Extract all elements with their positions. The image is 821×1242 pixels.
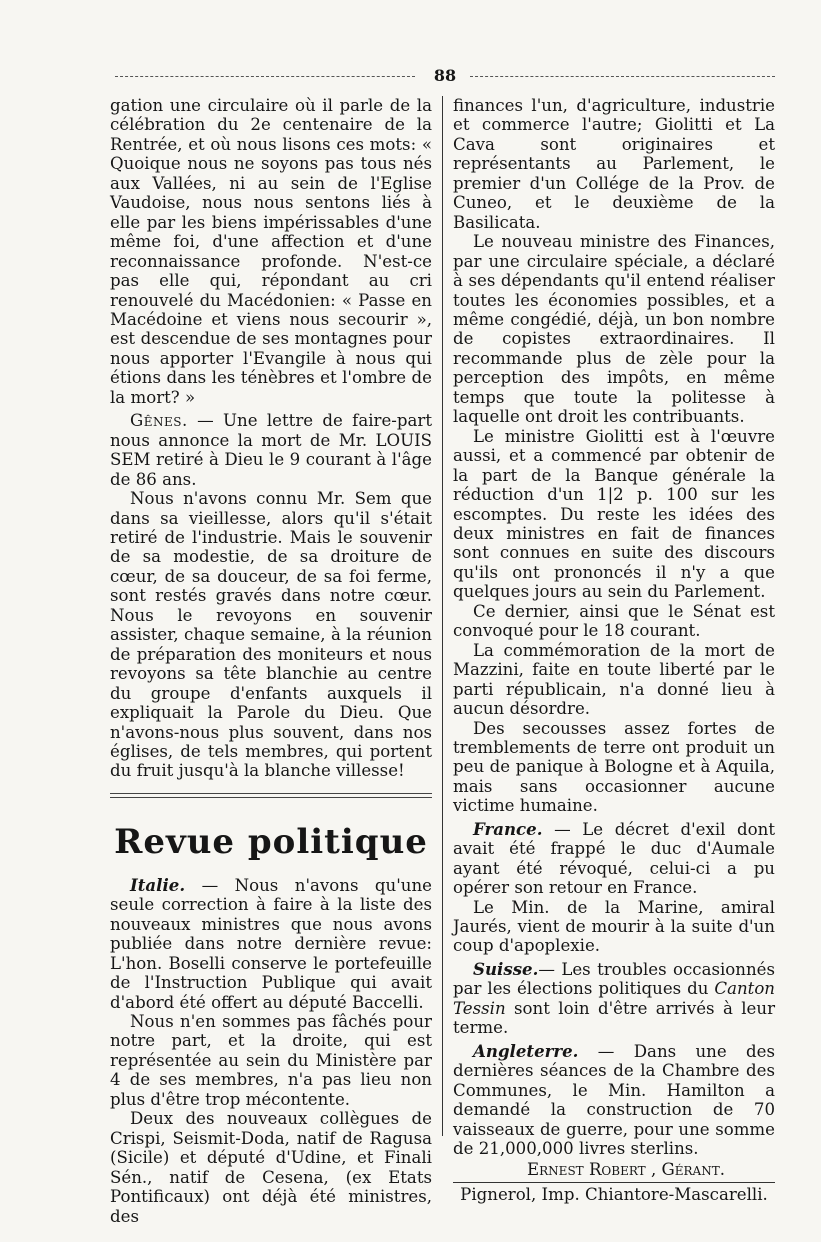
- france-paragraph: [453, 820, 775, 898]
- italie-text: — Nous n'avons qu'une seule correction à faire à la liste des nouveaux ministres que nous avons publiée dans notre dernière revue: L'hon. Boselli conserve le portefeuille de l'Instruction Publique qui avait d'abord été offert au député Baccelli.: [110, 875, 432, 1012]
- place-label-genes: Gênes.: [130, 411, 188, 431]
- place-label-suisse: Suisse.: [473, 958, 539, 979]
- header-rule-left: [115, 76, 415, 77]
- signature: Ernest Robert , Gérant.: [527, 1160, 725, 1180]
- suisse-text-end: sont loin d'être arrivés à leur terme.: [453, 998, 775, 1038]
- separator-rule: [110, 793, 432, 794]
- paragraph: La commémoration de la mort de Mazzini, faite en toute liberté par le parti républicain, n'a donné lieu à aucun désordre.: [453, 640, 775, 719]
- left-column: [110, 96, 432, 1226]
- angleterre-paragraph: [453, 1042, 775, 1159]
- paragraph: Le ministre Giolitti est à l'œuvre aussi, et a commencé par obtenir de la part de la Banque générale la réduction d'un 1|2 p. 100 sur les escomptes. Du reste les idées des deux ministres en fait de finances sont connues en suite des discours qu'ils ont prononcés il n'y a que quelques jours au sein du Parlement.: [453, 426, 775, 602]
- canton-name: Canton Tessin: [453, 979, 775, 1018]
- genes-text: — Une lettre de faire-part nous annonce la mort de Mr. LOUIS SEM retiré à Dieu le 9 courant à l'âge de 86 ans.: [110, 411, 432, 489]
- column-divider: [442, 96, 443, 1136]
- paragraph: Des secousses assez fortes de tremblements de terre ont produit un peu de panique à Bologne et à Aquila, mais sans occasionner aucune victime humaine.: [453, 718, 775, 816]
- printer-line: Pignerol, Imp. Chiantore-Mascarelli.: [460, 1184, 768, 1204]
- section-title: Revue politique: [114, 821, 428, 862]
- paragraph: Ce dernier, ainsi que le Sénat est convoqué pour le 18 courant.: [453, 601, 775, 641]
- paragraph: finances l'un, d'agriculture, industrie et commerce l'autre; Giolitti et La Cava sont originaires et représentants au Parlement, le premier d'un Collége de la Prov. de Cuneo, et le deuxième de la Basilicata.: [453, 96, 775, 232]
- paragraph: gation une circulaire où il parle de la célébration du 2e centenaire de la Rentrée, et où nous lisons ces mots: « Quoique nous ne soyons pas tous nés aux Vallées, ni au sein de l'Eglise Vaudoise, nous nous sentons liés à elle par les biens impérissables d'une même foi, d'une affection et d'une reconnaissance profonde. N'est-ce pas elle qui, répondant au cri renouvelé du Macédonien: « Passe en Macédoine et viens nous secourir », est descendue de ses montagnes pour nous apporter l'Evangile à nous qui étions dans les ténèbres et l'ombre de la mort? »: [110, 96, 432, 407]
- place-label-angleterre: Angleterre.: [473, 1040, 579, 1061]
- paragraph: Deux des nouveaux collègues de Crispi, Seismit-Doda, natif de Ragusa (Sicile) et député d'Udine, et Finali Sén., natif de Cesena, (ex Etats Pontificaux) ont déjà été ministres, des: [110, 1109, 432, 1226]
- paragraph: Nous n'avons connu Mr. Sem que dans sa vieillesse, alors qu'il s'était retiré de l'industrie. Mais le souvenir de sa modestie, de sa droiture de cœur, de sa douceur, de sa foi ferme, sont restés gravés dans notre cœur. Nous le revoyons en souvenir assister, chaque semaine, à la réunion de préparation des moniteurs et nous revoyons sa tête blanchie au centre du groupe d'enfants auxquels il expliquait la Parole du Dieu. Que n'avons-nous plus souvent, dans nos églises, de tels membres, qui portent du fruit jusqu'à la blanche villesse!: [110, 489, 432, 781]
- place-label-france: France.: [473, 818, 543, 839]
- angleterre-text: — Dans une des dernières séances de la Chambre des Communes, le Min. Hamilton a demandé la construction de 70 vaisseaux de guerre, pour une somme de 21,000,000 livres sterlins.: [453, 1041, 775, 1159]
- header-rule-right: [470, 76, 775, 77]
- page-header: [115, 66, 775, 86]
- signature-rule: [453, 1182, 775, 1183]
- suisse-text: — Les troubles occasionnés par les élections politiques du: [453, 959, 775, 999]
- paragraph: Le nouveau ministre des Finances, par une circulaire spéciale, a déclaré à ses dépendants qu'il entend réaliser toutes les économies possibles, et a même congédié, déjà, un bon nombre de copistes extraordinaires. Il recommande plus de zèle pour la perception des impôts, en même temps que toute la politesse à laquelle ont droit les contribuants.: [453, 232, 775, 427]
- paragraph: Nous n'en sommes pas fâchés pour notre part, et la droite, qui est représentée au sein du Ministère par 4 de ses membres, n'a pas lieu non plus d'être trop mécontente.: [110, 1012, 432, 1109]
- place-label-italie: Italie.: [130, 874, 186, 895]
- france-text: — Le décret d'exil dont avait été frappé le duc d'Aumale ayant été révoqué, celui-ci a pu opérer son retour en France.: [453, 819, 775, 898]
- page-number: 88: [433, 66, 457, 85]
- separator-rule: [110, 797, 432, 798]
- genes-paragraph: [110, 411, 432, 489]
- paragraph: Le Min. de la Marine, amiral Jaurés, vient de mourir à la suite d'un coup d'apoplexie.: [453, 897, 775, 956]
- suisse-paragraph: [453, 960, 775, 1038]
- italie-paragraph: [110, 876, 432, 1012]
- right-column: [453, 96, 775, 1204]
